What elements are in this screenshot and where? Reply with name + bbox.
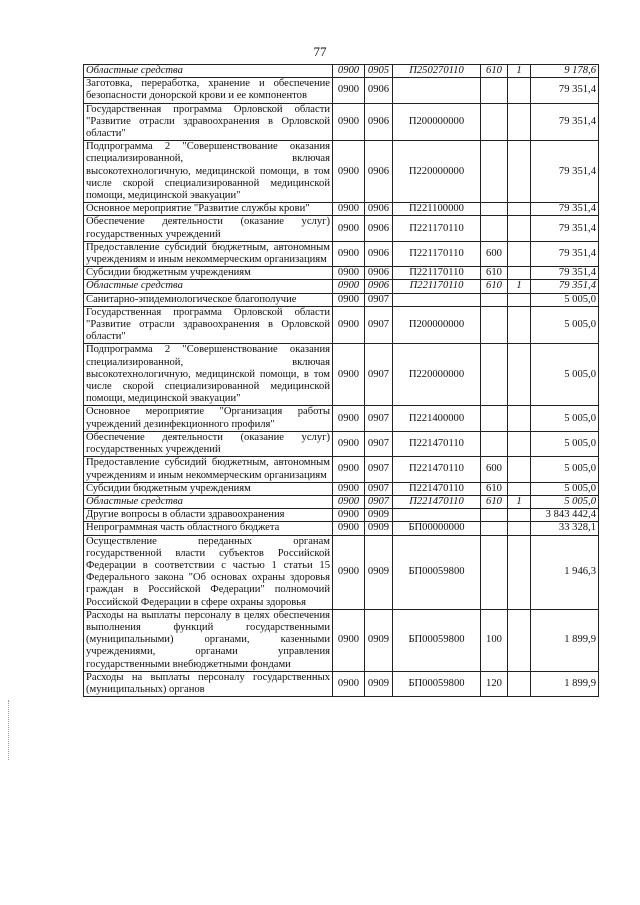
cell-expense-type: [481, 216, 508, 241]
cell-amount: 79 351,4: [531, 216, 599, 241]
table-row: [84, 609, 599, 671]
cell-expense-type: [481, 203, 508, 216]
cell-name: Государственная программа Орловской области "Развитие отрасли здравоохранения в Орловской области": [84, 306, 333, 344]
cell-funding-source: [508, 141, 531, 203]
cell-section: 0900: [333, 482, 365, 495]
cell-funding-source: [508, 535, 531, 609]
cell-subsection: 0905: [365, 65, 393, 78]
cell-subsection: 0907: [365, 431, 393, 456]
cell-amount: 1 946,3: [531, 535, 599, 609]
cell-name: Основное мероприятие "Организация работы учреждений дезинфекционного профиля": [84, 406, 333, 431]
cell-name: Заготовка, переработка, хранение и обеспечение безопасности донорской крови и ее компонентов: [84, 78, 333, 103]
cell-target-article: П200000000: [393, 306, 481, 344]
cell-amount: 5 005,0: [531, 495, 599, 508]
cell-expense-type: [481, 522, 508, 535]
table-row: [84, 306, 599, 344]
table-row: [84, 522, 599, 535]
cell-section: 0900: [333, 609, 365, 671]
table-row: [84, 482, 599, 495]
cell-amount: 9 178,6: [531, 65, 599, 78]
cell-name: Санитарно-эпидемиологическое благополучие: [84, 293, 333, 306]
cell-section: 0900: [333, 280, 365, 293]
cell-name: Обеспечение деятельности (оказание услуг) государственных учреждений: [84, 216, 333, 241]
cell-section: 0900: [333, 203, 365, 216]
table-row: [84, 671, 599, 696]
cell-funding-source: [508, 241, 531, 266]
cell-name: Областные средства: [84, 495, 333, 508]
cell-name: Осуществление переданных органам государственной власти субъектов Российской Федерации в соответствии с частью 1 статьи 15 Федерального закона "Об основах охраны здоровья граждан в Российской Федерации" полномочий Российской Федерации в сфере охраны здоровья: [84, 535, 333, 609]
cell-expense-type: [481, 293, 508, 306]
cell-funding-source: [508, 203, 531, 216]
page-number: 77: [313, 44, 327, 59]
cell-subsection: 0906: [365, 267, 393, 280]
cell-expense-type: 100: [481, 609, 508, 671]
cell-amount: 3 843 442,4: [531, 509, 599, 522]
cell-section: 0900: [333, 522, 365, 535]
cell-section: 0900: [333, 344, 365, 406]
cell-target-article: П221170110: [393, 216, 481, 241]
cell-subsection: 0906: [365, 103, 393, 141]
cell-target-article: П221100000: [393, 203, 481, 216]
cell-name: Субсидии бюджетным учреждениям: [84, 482, 333, 495]
cell-name: Предоставление субсидий бюджетным, автономным учреждениям и иным некоммерческим организациям: [84, 241, 333, 266]
table-row: [84, 457, 599, 482]
cell-amount: 33 328,1: [531, 522, 599, 535]
cell-target-article: БП00059800: [393, 609, 481, 671]
table-row: [84, 103, 599, 141]
table-row: [84, 203, 599, 216]
cell-section: 0900: [333, 495, 365, 508]
cell-target-article: [393, 293, 481, 306]
cell-amount: 5 005,0: [531, 306, 599, 344]
cell-section: 0900: [333, 457, 365, 482]
cell-expense-type: 610: [481, 267, 508, 280]
cell-target-article: [393, 509, 481, 522]
cell-target-article: П221470110: [393, 431, 481, 456]
cell-expense-type: [481, 306, 508, 344]
cell-expense-type: [481, 141, 508, 203]
cell-expense-type: 610: [481, 65, 508, 78]
cell-target-article: П221170110: [393, 267, 481, 280]
cell-target-article: БП00000000: [393, 522, 481, 535]
cell-funding-source: [508, 671, 531, 696]
cell-expense-type: [481, 103, 508, 141]
cell-expense-type: [481, 344, 508, 406]
cell-expense-type: [481, 78, 508, 103]
cell-amount: 5 005,0: [531, 431, 599, 456]
cell-amount: 79 351,4: [531, 241, 599, 266]
cell-name: Государственная программа Орловской области "Развитие отрасли здравоохранения в Орловской области": [84, 103, 333, 141]
cell-expense-type: [481, 535, 508, 609]
cell-subsection: 0906: [365, 280, 393, 293]
cell-name: Областные средства: [84, 280, 333, 293]
cell-name: Подпрограмма 2 "Совершенствование оказания специализированной, включая высокотехнологичную, медицинской помощи, в том числе скорой специализированной медицинской помощи, медицинской эвакуации": [84, 141, 333, 203]
table-row: [84, 293, 599, 306]
cell-name: Подпрограмма 2 "Совершенствование оказания специализированной, включая высокотехнологичную, медицинской помощи, в том числе скорой специализированной медицинской помощи, медицинской эвакуации": [84, 344, 333, 406]
cell-funding-source: [508, 267, 531, 280]
cell-section: 0900: [333, 216, 365, 241]
cell-section: 0900: [333, 267, 365, 280]
cell-amount: 5 005,0: [531, 344, 599, 406]
cell-name: Областные средства: [84, 65, 333, 78]
cell-funding-source: [508, 482, 531, 495]
cell-funding-source: [508, 103, 531, 141]
cell-amount: 79 351,4: [531, 78, 599, 103]
budget-table-body: [84, 65, 599, 697]
cell-subsection: 0906: [365, 78, 393, 103]
cell-amount: 5 005,0: [531, 457, 599, 482]
table-row: [84, 241, 599, 266]
table-row: [84, 509, 599, 522]
cell-subsection: 0909: [365, 671, 393, 696]
cell-amount: 5 005,0: [531, 293, 599, 306]
cell-section: 0900: [333, 65, 365, 78]
cell-target-article: П221170110: [393, 241, 481, 266]
cell-subsection: 0907: [365, 482, 393, 495]
table-row: [84, 216, 599, 241]
cell-subsection: 0907: [365, 344, 393, 406]
cell-amount: 1 899,9: [531, 671, 599, 696]
cell-funding-source: [508, 344, 531, 406]
cell-expense-type: 610: [481, 495, 508, 508]
cell-funding-source: [508, 509, 531, 522]
cell-funding-source: [508, 457, 531, 482]
cell-section: 0900: [333, 535, 365, 609]
cell-subsection: 0909: [365, 609, 393, 671]
cell-funding-source: [508, 306, 531, 344]
cell-name: Расходы на выплаты персоналу в целях обеспечения выполнения функций государственными (муниципальными) органами, казенными учреждениями, органами управления государственными внебюджетными фондами: [84, 609, 333, 671]
cell-expense-type: 600: [481, 457, 508, 482]
cell-name: Расходы на выплаты персоналу государственных (муниципальных) органов: [84, 671, 333, 696]
cell-funding-source: [508, 293, 531, 306]
cell-expense-type: 120: [481, 671, 508, 696]
cell-section: 0900: [333, 306, 365, 344]
cell-subsection: 0906: [365, 241, 393, 266]
table-row: [84, 495, 599, 508]
table-row: [84, 280, 599, 293]
cell-name: Непрограммная часть областного бюджета: [84, 522, 333, 535]
cell-funding-source: [508, 216, 531, 241]
margin-mark: [8, 700, 12, 760]
cell-section: 0900: [333, 509, 365, 522]
table-row: [84, 535, 599, 609]
cell-target-article: П221170110: [393, 280, 481, 293]
cell-funding-source: [508, 78, 531, 103]
cell-subsection: 0909: [365, 522, 393, 535]
cell-subsection: 0906: [365, 141, 393, 203]
table-row: [84, 344, 599, 406]
cell-section: 0900: [333, 431, 365, 456]
cell-subsection: 0906: [365, 203, 393, 216]
table-row: [84, 141, 599, 203]
table-row: [84, 78, 599, 103]
cell-expense-type: [481, 509, 508, 522]
cell-name: Другие вопросы в области здравоохранения: [84, 509, 333, 522]
cell-funding-source: [508, 609, 531, 671]
cell-amount: 5 005,0: [531, 406, 599, 431]
cell-amount: 1 899,9: [531, 609, 599, 671]
cell-funding-source: 1: [508, 280, 531, 293]
cell-expense-type: 610: [481, 482, 508, 495]
cell-funding-source: [508, 431, 531, 456]
cell-amount: 79 351,4: [531, 103, 599, 141]
cell-subsection: 0907: [365, 306, 393, 344]
cell-target-article: П220000000: [393, 344, 481, 406]
cell-funding-source: 1: [508, 65, 531, 78]
cell-amount: 79 351,4: [531, 203, 599, 216]
budget-table: [83, 64, 599, 697]
cell-subsection: 0909: [365, 535, 393, 609]
cell-expense-type: [481, 406, 508, 431]
cell-target-article: [393, 78, 481, 103]
cell-expense-type: [481, 431, 508, 456]
table-row: [84, 406, 599, 431]
cell-amount: 79 351,4: [531, 267, 599, 280]
cell-section: 0900: [333, 103, 365, 141]
cell-section: 0900: [333, 293, 365, 306]
cell-subsection: 0907: [365, 293, 393, 306]
cell-expense-type: 610: [481, 280, 508, 293]
cell-subsection: 0906: [365, 216, 393, 241]
cell-funding-source: [508, 406, 531, 431]
cell-name: Обеспечение деятельности (оказание услуг) государственных учреждений: [84, 431, 333, 456]
cell-target-article: П221400000: [393, 406, 481, 431]
cell-amount: 79 351,4: [531, 141, 599, 203]
cell-target-article: БП00059800: [393, 535, 481, 609]
cell-subsection: 0907: [365, 406, 393, 431]
cell-section: 0900: [333, 141, 365, 203]
cell-target-article: П221470110: [393, 495, 481, 508]
cell-target-article: БП00059800: [393, 671, 481, 696]
cell-subsection: 0909: [365, 509, 393, 522]
cell-target-article: П220000000: [393, 141, 481, 203]
cell-target-article: П250270110: [393, 65, 481, 78]
cell-target-article: П221470110: [393, 482, 481, 495]
cell-name: Предоставление субсидий бюджетным, автономным учреждениям и иным некоммерческим организациям: [84, 457, 333, 482]
cell-amount: 5 005,0: [531, 482, 599, 495]
cell-target-article: П221470110: [393, 457, 481, 482]
cell-section: 0900: [333, 406, 365, 431]
cell-amount: 79 351,4: [531, 280, 599, 293]
table-row: [84, 267, 599, 280]
cell-expense-type: 600: [481, 241, 508, 266]
cell-name: Основное мероприятие "Развитие службы крови": [84, 203, 333, 216]
cell-subsection: 0907: [365, 495, 393, 508]
table-row: [84, 65, 599, 78]
cell-funding-source: [508, 522, 531, 535]
cell-section: 0900: [333, 78, 365, 103]
cell-section: 0900: [333, 241, 365, 266]
cell-name: Субсидии бюджетным учреждениям: [84, 267, 333, 280]
cell-subsection: 0907: [365, 457, 393, 482]
table-row: [84, 431, 599, 456]
cell-target-article: П200000000: [393, 103, 481, 141]
cell-funding-source: 1: [508, 495, 531, 508]
cell-section: 0900: [333, 671, 365, 696]
